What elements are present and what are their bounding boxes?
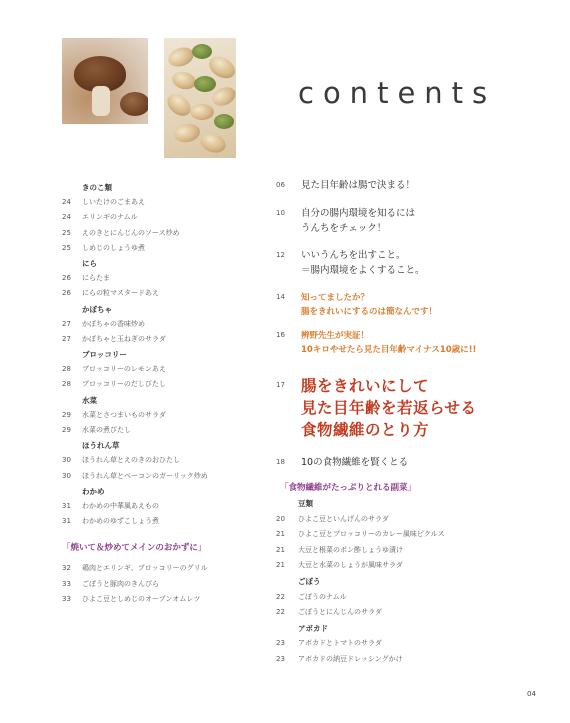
item-title: エリンギのナムル — [82, 213, 138, 222]
page-number: 23 — [276, 654, 285, 663]
group-broccoli — [62, 347, 262, 393]
toc-item[interactable] — [62, 423, 262, 438]
toc-entry-feature[interactable] — [276, 375, 536, 441]
toc-item[interactable] — [276, 590, 536, 606]
page-number: 26 — [62, 289, 71, 298]
toc-entry[interactable] — [276, 455, 536, 470]
entry-title-line2: 10キロやせたら見た目年齢マイナス10歳に!! — [301, 345, 477, 355]
page-number-footer: 04 — [527, 690, 536, 698]
mushroom-cap-small — [120, 92, 148, 116]
right-column — [276, 178, 536, 668]
page-number: 21 — [276, 545, 285, 554]
entry-title-line1: 自分の腸内環境を知るには — [301, 208, 416, 219]
entry-title-line1: いいうんちを出すこと。 — [301, 250, 406, 261]
page-number: 28 — [62, 365, 71, 374]
group-mizuna — [62, 393, 262, 439]
toc-item[interactable] — [62, 317, 262, 332]
item-title: ブロッコリーのレモンあえ — [82, 365, 166, 374]
page-number: 14 — [276, 293, 285, 301]
toc-item[interactable] — [276, 558, 536, 574]
entry-title-line1: 知ってましたか？ — [301, 293, 370, 303]
item-title: わかめのゆずこしょう煮 — [82, 517, 159, 526]
entry-title-line2: ＝腸内環境をよくすること。 — [301, 265, 425, 276]
category-label: きのこ類 — [82, 183, 112, 192]
toc-entry[interactable] — [276, 248, 536, 278]
left-column — [62, 180, 262, 607]
page-number: 29 — [62, 426, 71, 434]
page-number: 31 — [62, 517, 71, 526]
toc-item[interactable] — [62, 195, 262, 210]
page-number: 21 — [276, 530, 285, 539]
entry-title: 見た目年齢は腸で決まる！ — [301, 180, 416, 191]
item-title: 水菜の煮びたし — [82, 426, 131, 434]
group-wakame — [62, 484, 262, 530]
category-label: にら — [82, 258, 97, 268]
item-title: ひよこ豆とブロッコリーのカレー風味ピクルス — [298, 530, 445, 539]
item-title: ごぼうと豚肉のきんぴら — [82, 579, 159, 588]
mushroom-stem — [92, 86, 110, 116]
category-label: かぼちゃ — [82, 304, 112, 314]
item-title: にらの粒マスタードあえ — [82, 289, 159, 298]
page-number: 18 — [276, 458, 285, 466]
item-title: ほうれん草とベーコンのガーリック炒め — [82, 471, 208, 480]
category-label: 豆類 — [298, 499, 313, 508]
toc-item[interactable] — [276, 652, 536, 668]
page-number: 25 — [62, 228, 71, 237]
feature-line3: 食物繊維のとり方 — [301, 420, 430, 439]
feature-line1: 腸をきれいにして — [301, 376, 430, 395]
toc-entry[interactable] — [276, 178, 536, 193]
item-title: 鶏肉とエリンギ、ブロッコリーのグリル — [82, 564, 208, 573]
toc-item[interactable] — [62, 332, 262, 347]
category-label: ごぼう — [298, 576, 321, 586]
group-kinoko — [62, 180, 262, 256]
page-number: 33 — [62, 594, 71, 603]
group-kabocha — [62, 302, 262, 348]
item-title: にらたま — [82, 274, 110, 283]
toc-entry[interactable] — [276, 206, 536, 236]
page-number: 10 — [276, 209, 285, 217]
toc-item[interactable] — [62, 362, 262, 377]
toc-item[interactable] — [62, 499, 262, 514]
toc-item[interactable] — [62, 453, 262, 468]
pistachio-photo — [164, 38, 236, 158]
item-title: ほうれん草とえのきのおひたし — [82, 456, 180, 465]
item-title: ひよこ豆としめじのオープンオムレツ — [82, 594, 201, 603]
page-number: 20 — [276, 514, 285, 523]
item-title: えのきとにんじんのソース炒め — [82, 228, 180, 237]
item-title: 大豆と根菜のポン酢しょうゆ漬け — [298, 545, 403, 554]
entry-title: 10の食物繊維を賢くとる — [301, 457, 409, 468]
toc-item[interactable] — [276, 636, 536, 652]
entry-title-line1: 辨野先生が実証！ — [301, 331, 370, 341]
item-title: ごぼうとにんじんのサラダ — [298, 608, 382, 617]
toc-item[interactable] — [276, 605, 536, 621]
toc-item[interactable] — [62, 561, 262, 576]
page-number: 17 — [276, 381, 285, 389]
page-number: 30 — [62, 471, 71, 480]
item-title: かぼちゃと玉ねぎのサラダ — [82, 334, 166, 343]
mushroom-photo — [62, 38, 148, 124]
page-number: 32 — [62, 564, 71, 573]
entry-title-line2: 腸をきれいにするのは簡なんです！ — [301, 307, 438, 317]
section-heading-side-dishes: 「食物繊維がたっぷりとれる副菜」 — [280, 483, 417, 493]
toc-item[interactable] — [276, 543, 536, 559]
item-title: 大豆と水菜のしょうが風味サラダ — [298, 561, 403, 570]
item-title: かぼちゃの香味炒め — [82, 319, 145, 328]
page-number: 24 — [62, 213, 71, 222]
entry-title-line2: うんちをチェック！ — [301, 223, 387, 234]
toc-item[interactable] — [62, 210, 262, 225]
toc-item[interactable] — [62, 592, 262, 607]
page-number: 21 — [276, 561, 285, 570]
page-number: 23 — [276, 639, 285, 648]
toc-item[interactable] — [62, 271, 262, 286]
toc-item[interactable] — [62, 469, 262, 484]
item-title: アボカドとトマトのサラダ — [298, 639, 382, 648]
page-title: contents — [298, 76, 497, 110]
item-title: ひよこ豆といんげんのサラダ — [298, 514, 389, 523]
page-number: 16 — [276, 331, 285, 339]
page-number: 33 — [62, 579, 71, 588]
category-label: ほうれん草 — [82, 441, 120, 451]
page-number: 29 — [62, 410, 71, 419]
category-label: 水菜 — [82, 395, 97, 405]
group-avocado — [276, 621, 536, 668]
item-title: しめじのしょうゆ煮 — [82, 243, 145, 252]
item-title: アボカドの納豆ドレッシングかけ — [298, 654, 403, 663]
toc-item[interactable] — [62, 286, 262, 301]
feature-line2: 見た目年齢を若返らせる — [301, 398, 477, 417]
toc-entry-highlight[interactable] — [276, 329, 536, 357]
page-number: 25 — [62, 243, 71, 252]
page-number: 22 — [276, 608, 285, 617]
toc-item[interactable] — [276, 527, 536, 543]
page-number: 12 — [276, 251, 285, 259]
item-title: しいたけのごまあえ — [82, 198, 145, 207]
category-label: ブロッコリー — [82, 350, 127, 360]
page-number: 30 — [62, 456, 71, 465]
page-number: 26 — [62, 274, 71, 283]
toc-entry-highlight[interactable] — [276, 291, 536, 319]
toc-item[interactable] — [62, 377, 262, 392]
toc-item[interactable] — [62, 514, 262, 529]
page-number: 27 — [62, 334, 71, 343]
item-title: ごぼうのナムル — [298, 592, 347, 601]
toc-item[interactable] — [276, 512, 536, 528]
item-title: 水菜とさつまいものサラダ — [82, 410, 166, 419]
toc-item[interactable] — [62, 226, 262, 241]
item-title: ブロッコリーのだしびたし — [82, 380, 166, 389]
page-number: 06 — [276, 181, 285, 189]
group-nira — [62, 256, 262, 302]
page-number: 28 — [62, 380, 71, 389]
toc-item[interactable] — [62, 577, 262, 592]
group-hourensou — [62, 438, 262, 484]
category-label: アボカド — [298, 623, 328, 633]
group-gobou — [276, 574, 536, 621]
category-label: わかめ — [82, 486, 105, 496]
page-number: 22 — [276, 592, 285, 601]
toc-item[interactable] — [62, 408, 262, 423]
page-number: 27 — [62, 319, 71, 328]
group-mame — [276, 496, 536, 574]
item-title: わかめの中華風あえもの — [82, 501, 159, 510]
page-number: 31 — [62, 501, 71, 510]
page-number: 24 — [62, 198, 71, 207]
section-heading-main-dishes: 「焼いて＆炒めてメインのおかずに」 — [62, 543, 207, 554]
toc-item[interactable] — [62, 241, 262, 256]
